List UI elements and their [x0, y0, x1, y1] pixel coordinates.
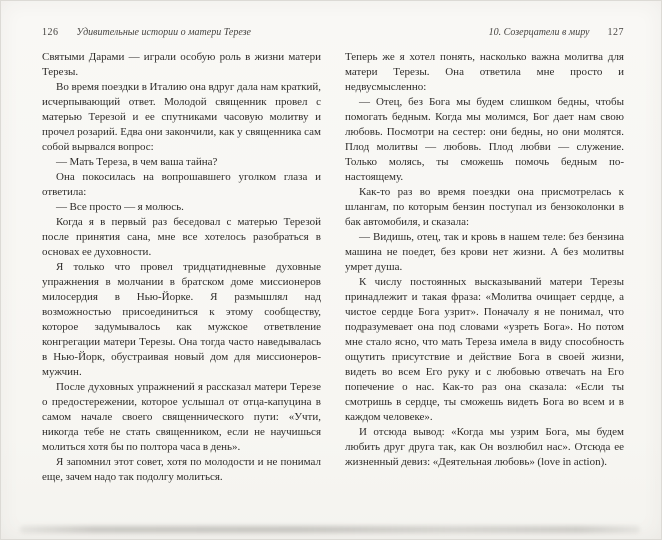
left-page-body: [42, 50, 321, 485]
paragraph: Я только что провел тридцатидневные духовные упражнения в молчании в братском доме миссионеров милосердия в Нью-Йорке. Я размышлял над возможностью присоединиться к этому сообществу, которое задумывалось как мужское ответвление конгрегации матери Терезы. Она тогда часто наведывалась в Нью-Йорк, обустраивая новый дом для миссионеров-мужчин.: [42, 261, 321, 378]
paragraph: После духовных упражнений я рассказал матери Терезе о предостережении, которое услышал от отца-капуцина в самом начале своего священнического пути: «Учти, никогда тебе не стать священником, если не научишься молиться хотя бы по полтора часа в день».: [42, 381, 321, 453]
right-page-header: [345, 27, 624, 38]
paragraph: Святыми Дарами — играли особую роль в жизни матери Терезы.: [42, 51, 321, 78]
right-page-body: [345, 50, 624, 470]
paragraph: Во время поездки в Италию она вдруг дала нам краткий, исчерпывающий ответ. Молодой священник провел с матерью Терезой и ее спутниками часовую молитву и прочел розарий. Едва они закончили, как у священника сам собой вырвался вопрос:: [42, 81, 321, 153]
left-running-title: Удивительные истории о матери Терезе: [76, 27, 251, 38]
right-page-number: 127: [607, 27, 624, 38]
paragraph: — Отец, без Бога мы будем слишком бедны, чтобы помогать бедным. Когда мы молимся, Бог дает нам свою любовь. Посмотри на сестер: они бедны, но они молятся. Плод молитвы — любовь. Плод любви — служение. Только молясь, ты сможешь помочь бедным по-настоящему.: [345, 96, 624, 183]
right-running-title: 10. Созерцатели в миру: [488, 27, 590, 38]
paragraph: — Видишь, отец, так и кровь в нашем теле: без бензина машина не поедет, без крови нет жизни. А без молитвы умрет душа.: [345, 231, 624, 273]
paragraph: Теперь же я хотел понять, насколько важна молитва для матери Терезы. Она ответила мне просто и недвусмысленно:: [345, 51, 624, 93]
left-page-number: 126: [42, 27, 59, 38]
paragraph: — Мать Тереза, в чем ваша тайна?: [56, 156, 218, 168]
paragraph: И отсюда вывод: «Когда мы узрим Бога, мы будем любить друг друга так, как Он возлюбил нас». Отсюда ее жизненный девиз: «Деятельная любовь» (love in action).: [345, 426, 624, 468]
paragraph: Когда я в первый раз беседовал с матерью Терезой после принятия сана, мне все хотелось разобраться в основах ее духовности.: [42, 216, 321, 258]
left-page-header: [42, 27, 321, 38]
paragraph: — Все просто — я молюсь.: [56, 201, 184, 213]
left-page: [42, 27, 321, 485]
paragraph: Она покосилась на вопрошавшего уголком глаза и ответила:: [42, 171, 321, 198]
paragraph: Я запомнил этот совет, хотя по молодости и не понимал еще, зачем надо так подолгу молиться.: [42, 456, 321, 483]
paragraph: К числу постоянных высказываний матери Терезы принадлежит и такая фраза: «Молитва очищает сердце, а чистое сердце Бога узрит». Поначалу я не понимал, что подразумевает она под словами «узреть Бога». Но потом мне стало ясно, что мать Тереза имела в виду способность ощутить присутствие и действие Бога в своей жизни, видеть во всем Его руку и с любовью отвечать на Его попечение о нас. Как-то раз она сказала: «Если ты смотришь в сердце, ты сможешь видеть Бога во всем и в каждом человеке».: [345, 276, 624, 423]
right-page: [345, 27, 624, 485]
paragraph: Как-то раз во время поездки она присмотрелась к шлангам, по которым бензин поступал из бензоколонки в бак автомобиля, и сказала:: [345, 186, 624, 228]
page-edge-shadow: [20, 526, 640, 533]
